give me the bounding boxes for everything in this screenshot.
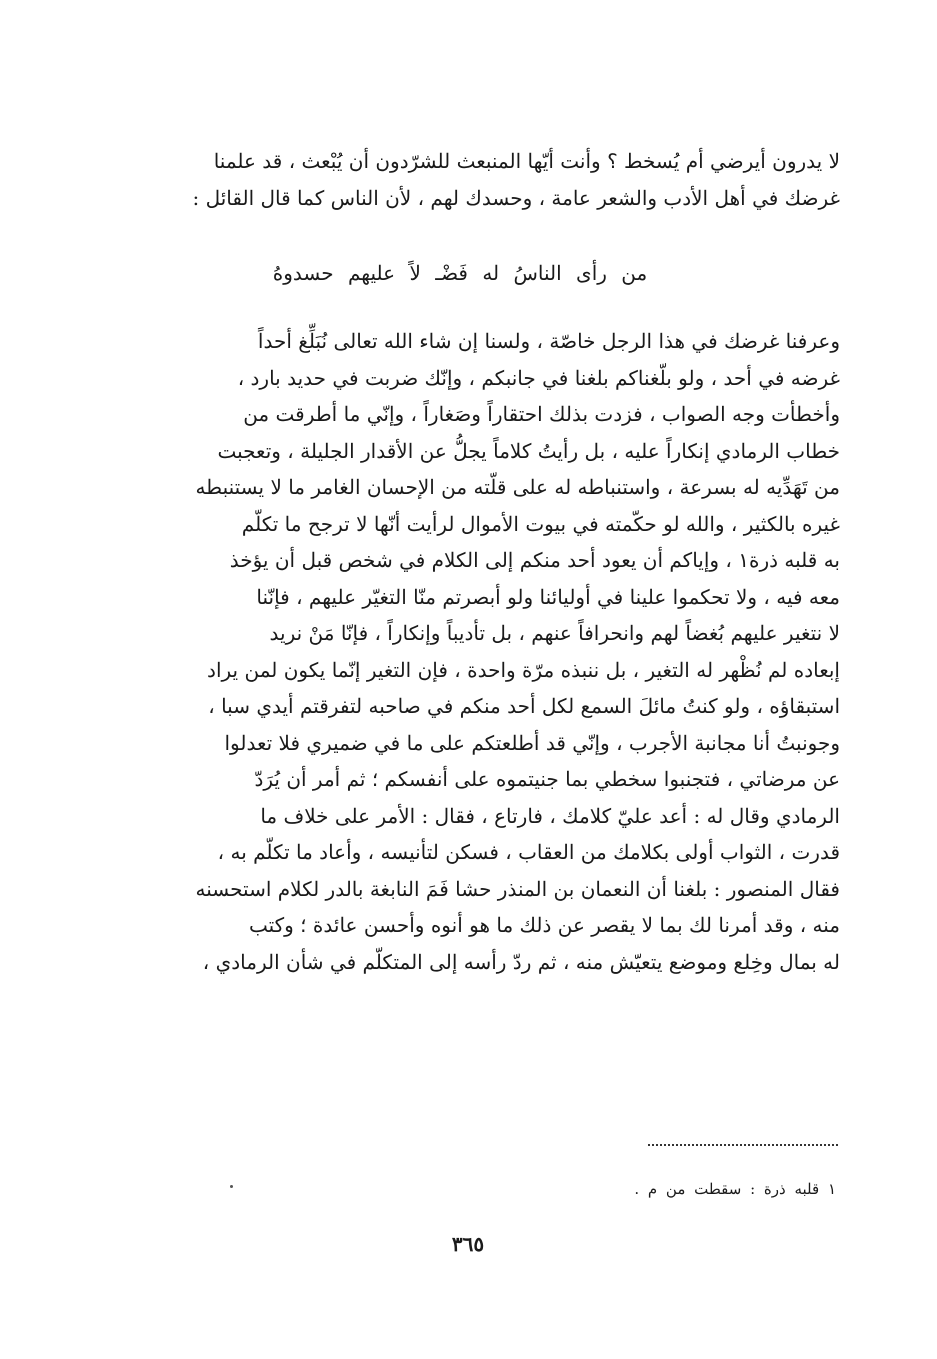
text-line: غرضك في أهل الأدب والشعر عامة ، وحسدك لهم ، لأن الناس كما قال القائل : — [192, 186, 840, 210]
text-line: لا يدرون أيرضي أم يُسخط ؟ وأنت أيّها المنبعث للشرّدون أن يُبْعث ، قد علمنا — [213, 149, 840, 173]
footnote-separator — [648, 1144, 838, 1146]
page-number: ٣٦٥ — [451, 1232, 485, 1256]
intro-paragraph — [140, 143, 840, 217]
poem-verse: من رأى الناسُ له فَضْـ لاً عليهم حسدوهُ — [272, 261, 648, 285]
text-line: عن مرضاتي ، فتجنبوا سخطي بما جنيتموه على أنفسكم ؛ ثم أمر أن يُرَدّ — [254, 767, 840, 791]
footnote: ١ قلبه ذرة : سقطت من م . — [634, 1180, 836, 1198]
text-line: من تَهَدِّيه له بسرعة ، واستنباطه له على قلّته من الإحسان الغامر ما لا يستنبطه — [195, 475, 840, 499]
text-line: وأخطأت وجه الصواب ، فزدت بذلك احتقاراً وصَغاراً ، وإنّي ما أطرقت من — [243, 402, 840, 426]
print-speck — [230, 1185, 233, 1188]
text-line: وعرفنا غرضك في هذا الرجل خاصّة ، ولسنا إن شاء الله تعالى نُبَلِّغ أحداً — [257, 329, 840, 353]
text-line: فقال المنصور : بلغنا أن النعمان بن المنذر حشا فَمَ النابغة بالدر لكلام استحسنه — [195, 876, 840, 901]
text-line: خطاب الرمادي إنكاراً عليه ، بل رأيتُ كلاماً يجلُّ عن الأقدار الجليلة ، وتعجبت — [217, 438, 840, 463]
main-paragraph — [140, 323, 840, 980]
text-line: منه ، وقد أمرنا لك بما لا يقصر عن ذلك ما هو أنوه وأحسن عائدة ؛ وكتب — [248, 913, 840, 937]
text-line: وجونبتُ أنا مجانبة الأجرب ، وإنّي قد أطلعتكم على ما في ضميري فلا تعدلوا — [224, 730, 840, 755]
text-line: معه فيه ، ولا تحكموا علينا في أوليائنا ولو أبصرتم منّا التغيّر عليهم ، فإنّنا — [256, 584, 840, 609]
text-line: استبقاؤه ، ولو كنتُ مائلَ السمع لكل أحد منكم في صاحبه لتفرقتم أيدي سبا ، — [208, 694, 840, 718]
text-line: غيره بالكثير ، والله لو حكّمته في بيوت الأموال لرأيت أنّها لا ترجح ما تكلّم — [241, 511, 840, 536]
text-line: به قلبه ذرة١ ، وإياكم أن يعود أحد منكم إلى الكلام في شخص قبل أن يؤخذ — [229, 548, 840, 572]
text-line: إبعاده لم نُظْهر له التغير ، بل ننبذه مرّة واحدة ، فإن التغير إنّما يكون لمن يراد — [207, 657, 840, 682]
text-line: غرضه في أحد ، ولو بلّغناكم بلغنا في جانبكم ، وإنّك ضربت في حديد بارد ، — [237, 365, 840, 390]
text-line: قدرت ، الثواب أولى بكلامك من العقاب ، فسكن لتأنيسه ، وأعاد ما تكلّم به ، — [217, 840, 840, 864]
text-line: الرمادي وقال له : أعد عليّ كلامك ، فارتاع ، فقال : الأمر على خلاف ما — [260, 803, 840, 828]
text-line: له بمال وخِلع وموضع يتعيّش منه ، ثم ردّ رأسه إلى المتكلّم في شأن الرمادي ، — [202, 949, 840, 974]
text-line: لا نتغير عليهم بُغضاً لهم وانحرافاً عنهم ، بل تأديباً وإنكاراً ، فإنّا مَنْ نريد — [269, 621, 840, 645]
